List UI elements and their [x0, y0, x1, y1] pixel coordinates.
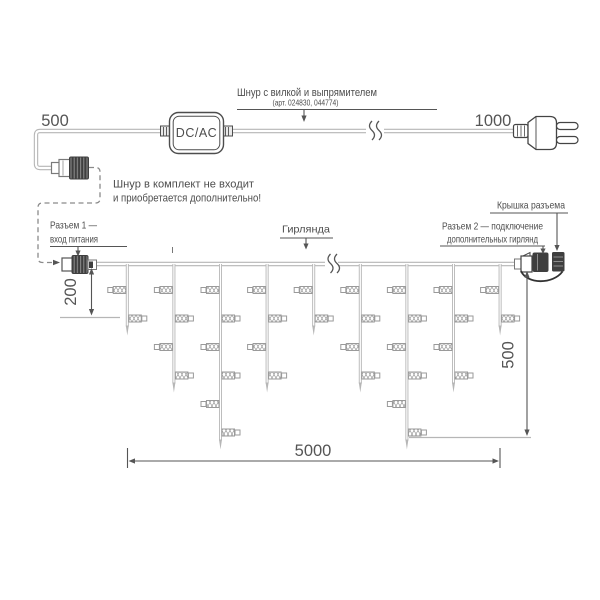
connector2-label-line1: Разъем 2 — подключение: [442, 220, 544, 233]
garland-section: [50, 200, 568, 450]
garland-drops: [108, 264, 520, 450]
lamp-icon: [502, 315, 520, 322]
lamp-icon: [201, 287, 219, 294]
garland-callout: [280, 224, 333, 250]
lamp-icon: [201, 344, 219, 351]
lamp-icon: [362, 315, 380, 322]
lamp-icon: [294, 287, 312, 294]
lamp-icon: [154, 344, 172, 351]
dcac-converter: [161, 113, 233, 154]
lamp-icon: [408, 315, 426, 322]
connector-cap: [552, 252, 565, 272]
lamp-icon: [201, 401, 219, 408]
connector1-callout: [50, 220, 127, 257]
lamp-icon: [434, 344, 452, 351]
lamp-icon: [408, 429, 426, 436]
lamp-icon: [129, 315, 147, 322]
lamp-icon: [455, 372, 473, 379]
lamp-icon: [408, 372, 426, 379]
dim-5000: [128, 442, 501, 468]
cord-note-line2: и приобретается дополнительно!: [113, 192, 261, 205]
dim-500-cord: 500: [41, 112, 69, 130]
lamp-icon: [248, 287, 266, 294]
lamp-icon: [341, 287, 359, 294]
dim-200-value: 200: [62, 278, 80, 306]
cord-article: (арт. 024830, 044774): [272, 97, 339, 108]
dim-1000-cord: 1000: [474, 112, 512, 130]
garland-drop: [387, 264, 426, 450]
garland-drop: [248, 264, 287, 393]
garland-drop: [434, 264, 473, 393]
lamp-icon: [455, 315, 473, 322]
garland-drop: [108, 264, 147, 336]
lamp-icon: [175, 315, 193, 322]
lamp-icon: [108, 287, 126, 294]
cord-note-line1: Шнур в комплект не входит: [113, 178, 254, 191]
cord-end-connector: [52, 157, 89, 179]
connector2-callout: [440, 221, 546, 255]
lamp-icon: [362, 372, 380, 379]
garland-drop: [294, 264, 333, 336]
cord-title-callout: [237, 87, 437, 122]
garland-drop: [481, 264, 520, 336]
lamp-icon: [387, 401, 405, 408]
dashed-connection-path: [38, 168, 100, 263]
dcac-label: DC/AC: [175, 126, 218, 140]
cord-1000-wire: [230, 121, 516, 141]
power-plug-icon: [514, 117, 579, 150]
dim-500-drop: [409, 271, 531, 438]
lamp-icon: [248, 344, 266, 351]
garland-label: Гирлянда: [282, 223, 331, 236]
lamp-icon: [154, 287, 172, 294]
connector2-label-line2: дополнительных гирлянд: [447, 233, 538, 246]
dimensions: [60, 268, 531, 468]
garland-drop: [154, 264, 193, 393]
lamp-icon: [481, 287, 499, 294]
connector1-label-line2: вход питания: [50, 233, 98, 246]
garland-break-icon: [325, 254, 340, 274]
connector1-label-line1: Разъем 1 —: [50, 219, 98, 232]
cable-break-icon: [366, 121, 382, 141]
cap-label: Крышка разъема: [497, 199, 566, 212]
connector2-and-cap: [515, 252, 565, 281]
lamp-icon: [269, 372, 287, 379]
lamp-icon: [222, 372, 240, 379]
lamp-icon: [222, 429, 240, 436]
dashed-path-arrowhead: [53, 260, 60, 266]
lamp-icon: [269, 315, 287, 322]
dim-500-drop-value: 500: [499, 341, 518, 369]
lamp-icon: [434, 287, 452, 294]
garland-drop: [341, 264, 380, 393]
cord-note: [113, 179, 261, 205]
lamp-icon: [222, 315, 240, 322]
cord-title: Шнур с вилкой и выпрямителем: [237, 87, 377, 99]
lamp-icon: [315, 315, 333, 322]
lamp-icon: [175, 372, 193, 379]
dim-5000-value: 5000: [294, 442, 332, 460]
lamp-icon: [341, 344, 359, 351]
garland-drop: [201, 264, 240, 450]
lamp-icon: [387, 344, 405, 351]
lamp-icon: [387, 287, 405, 294]
